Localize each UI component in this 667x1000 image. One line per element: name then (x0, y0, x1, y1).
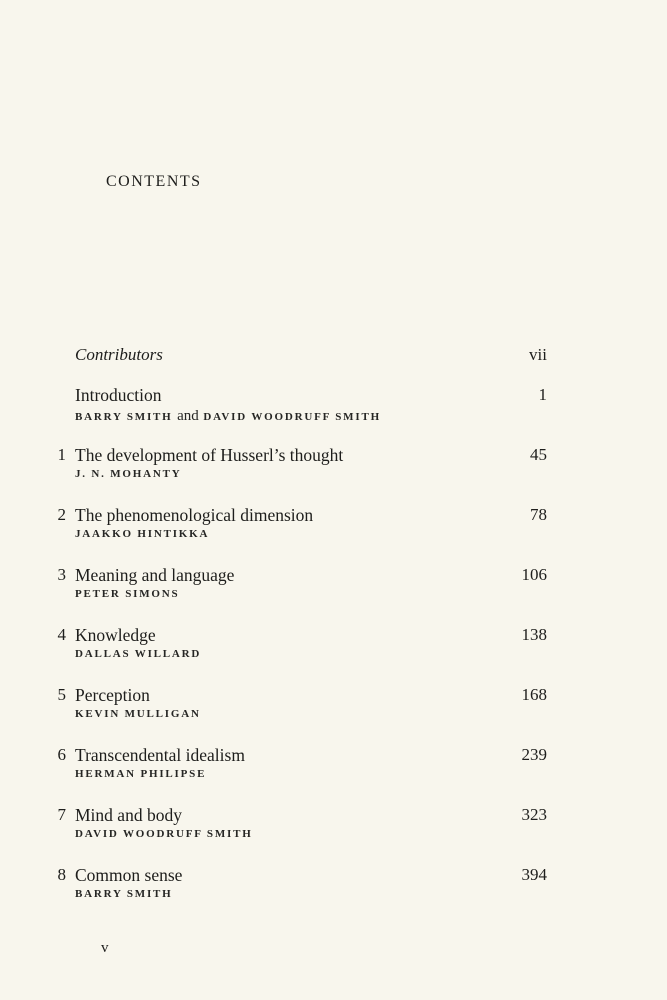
chapter-number: 6 (57, 745, 66, 764)
entry-author: DAVID WOODRUFF SMITH (75, 828, 253, 840)
entry-title: Common sense (75, 865, 183, 885)
entry-title: Mind and body (75, 805, 182, 825)
author-name: DAVID WOODRUFF SMITH (203, 411, 381, 423)
page-title: CONTENTS (106, 173, 202, 190)
entry-author: JAAKKO HINTIKKA (75, 528, 210, 540)
entry-title: The phenomenological dimension (75, 505, 314, 525)
entry-page-number: 168 (521, 685, 547, 704)
contributors-title: Contributors (75, 345, 163, 364)
entry-page-number: 239 (521, 745, 547, 764)
entry-title: Meaning and language (75, 565, 235, 585)
contributors-page-number: vii (529, 345, 547, 364)
toc-entry (0, 445, 667, 485)
author-name: BARRY SMITH (75, 411, 173, 423)
entry-title: Transcendental idealism (75, 745, 245, 765)
entry-title: Perception (75, 685, 150, 705)
entry-page-number: 323 (521, 805, 547, 824)
entry-authors (75, 408, 381, 425)
entry-author: DALLAS WILLARD (75, 648, 202, 660)
entry-page-number: 106 (521, 565, 547, 584)
entry-title: Introduction (75, 385, 162, 405)
toc-entry (0, 685, 667, 725)
entry-author: HERMAN PHILIPSE (75, 768, 207, 780)
entry-page-number: 394 (521, 865, 547, 884)
entry-author: J. N. MOHANTY (75, 468, 182, 480)
entry-author: KEVIN MULLIGAN (75, 708, 201, 720)
toc-entry (0, 865, 667, 905)
entry-title: Knowledge (75, 625, 156, 645)
chapter-number: 5 (57, 685, 66, 704)
toc-entry-introduction (0, 385, 667, 425)
entry-page-number: 78 (530, 505, 547, 524)
chapter-number: 3 (57, 565, 66, 584)
toc-entry (0, 745, 667, 785)
toc-entry (0, 625, 667, 665)
chapter-number: 2 (57, 505, 66, 524)
entry-page-number: 138 (521, 625, 547, 644)
entry-page-number: 45 (530, 445, 547, 464)
chapter-number: 7 (57, 805, 66, 824)
entry-page-number: 1 (538, 385, 547, 404)
chapter-number: 8 (57, 865, 66, 884)
entry-title: The development of Husserl’s thought (75, 445, 344, 465)
entry-author: PETER SIMONS (75, 588, 180, 600)
entry-author: BARRY SMITH (75, 888, 173, 900)
toc-entry (0, 805, 667, 845)
toc-entry (0, 565, 667, 605)
chapter-number: 1 (57, 445, 66, 464)
toc-entry (0, 505, 667, 545)
folio-page-number: v (101, 940, 109, 956)
chapter-number: 4 (57, 625, 66, 644)
author-conjunction: and (177, 408, 199, 424)
